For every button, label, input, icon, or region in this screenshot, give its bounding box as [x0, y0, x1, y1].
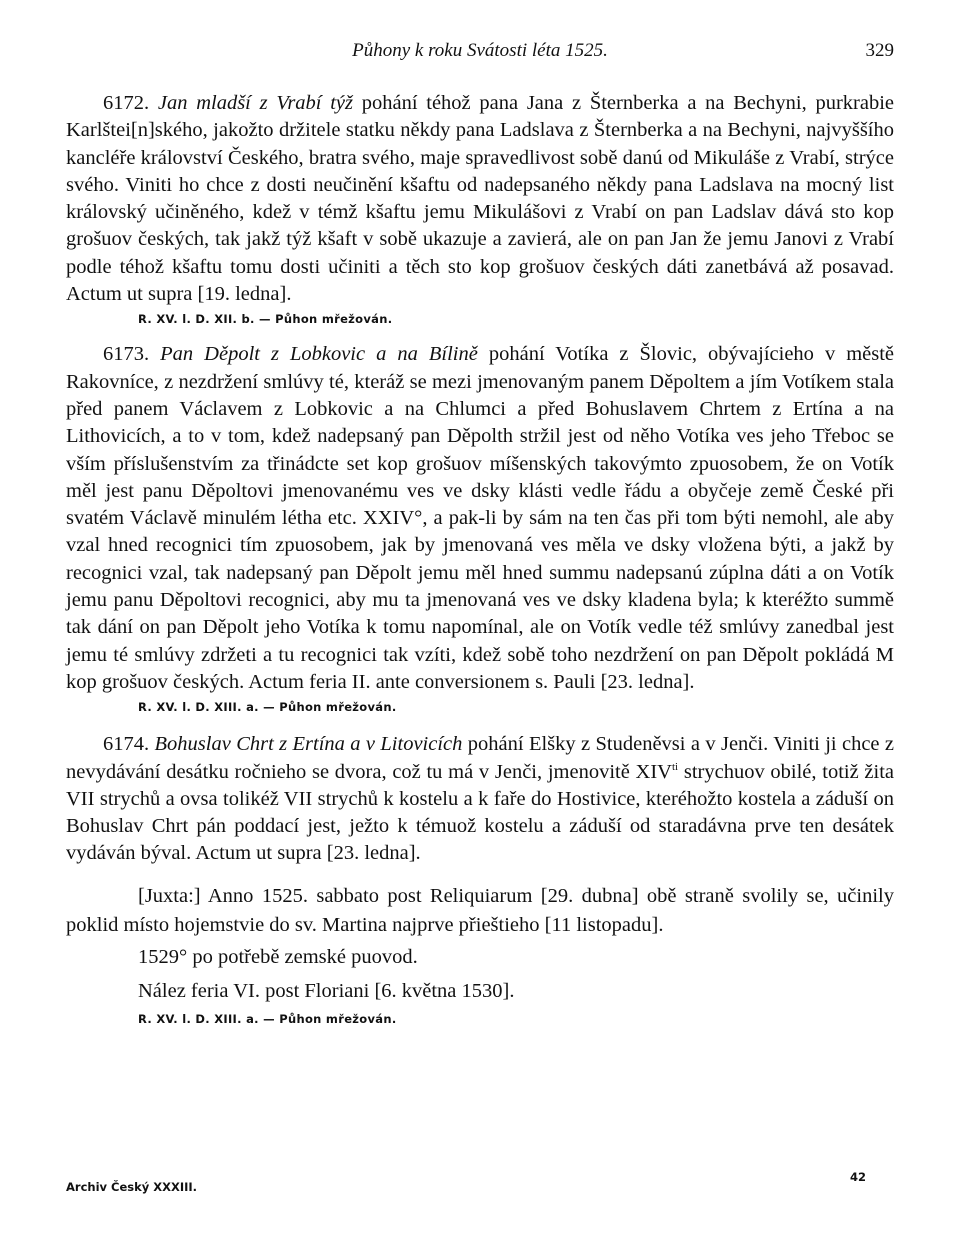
entry-6173: [66, 341, 894, 696]
entry-text: pohání téhož pana Jana z Šternberka a na Bechyni, purkrabie Karlštei[n]ského, jakožto držitele statku někdy pana Ladslava z Šternberka a na Bechyni, najvyššího kancléře království Českého, bratra svého, maje spravedlivost sobě danú od Mikuláše z Vrabí, strýce svého. Viniti ho chce z dosti neučinění kšaftu od nadepsaného někdy pana Ladslava na mocný list královský učiněného, kdež v témž kšaftu jemu Mikulášovi z Vrabí on pan Ladslav dává sto kop grošuov českých, tak jakž týž kšaft v sobě ukazuje a zavierá, ale on pan Jan že jemu Janovi z Vrabí podle téhož kšaftu tomu dosti učiniti a těch sto kop grošuov českých dáti zanetbává až posavad. Actum ut supra [19. ledna].: [66, 92, 894, 306]
note-1529: 1529° po potřebě zemské puovod.: [138, 945, 418, 968]
entry-6172: [66, 90, 894, 308]
archival-reference: R. XV. l. D. XIII. a. — Půhon mřežován.: [138, 700, 397, 715]
entry-text: pohání Votíka z Šlovic, obývajícieho v městě Rakovníce, z nezdržení smlúvy té, kteráž se mezi jmenovaným panem Děpoltem a jím Votíkem stala před panem Václavem z Lobkovic a na Chlumci a před Bohuslavem Chrtem z Ertína a na Lithovicích, a to v tom, kdež nadepsaný pan Děpolth stržil jest od něho Votíka ves jeho Třeboc se vším příslušenstvím za třinádcte set kop grošuov míšenských takovýmto zpuosobem, že on Votík měl jest panu Děpoltovi jmenovanému ves ve dsky klásti vedle řádu a obyčeje země České při svatém Václavě minulém létha etc. XXIV°, a pak-li by sám na ten čas při tom býti nemohl, ale aby vzal hned recognici tím zpuosobem, jak by jmenovaná ves měla ve dsky vložena býti, a jakž by recognici vzal, tak nadepsaný pan Děpolt jemu měl hned summu nadepsanú zúplna dáti a on Votík jemu panu Děpoltovi recognici, aby mu ta jmenovaná ves ve dsky kladena byla; k kteréžto summě tak dání on pan Děpolt jeho Votíka k tomu napomínal, ale on Votík vedle též smlúvy zanedbal jest jemu té smlúvy zdržeti a tu recognici tak vzíti, kdež sobě toho nezdržení on pan Děpolt pokládá M kop grošuov českých. Actum feria II. ante conversionem s. Pauli [23. ledna].: [66, 343, 895, 693]
entry-6174: [66, 731, 894, 867]
entry-parties: Pan Děpolt z Lobkovic a na Bílině: [160, 343, 478, 366]
archival-reference: R. XV. l. D. XII. b. — Půhon mřežován.: [138, 312, 393, 327]
entry-text: pohání Elšky z Studeněvsi a v Jenči. Viniti ji chce z nevydávání desátku ročnieho se dvora, což tu má v Jenči, jmenovitě XIV: [66, 733, 895, 783]
page-footer: [66, 1170, 894, 1204]
note-juxta: [Juxta:] Anno 1525. sabbato post Reliquiarum [29. dubna] obě straně svolily se, učinily poklid místo hojemstvie do sv. Martina najprve přieštieho [11 listopadu].: [66, 884, 894, 936]
body-text: [66, 90, 894, 1026]
archive-signature: Archiv Český XXXIII.: [66, 1180, 198, 1194]
sheet-number: 42: [849, 1170, 866, 1184]
page-number: 329: [865, 40, 894, 61]
entry-parties: Bohuslav Chrt z Ertína a v Litovicích: [154, 733, 463, 756]
entry-text-continued: strychuov obilé, totiž žita VII strychů a ovsa tolikéž VII strychů k kostelu a k faře do Hostivice, kteréhožto kostela a záduší on Bohuslav Chrt pán poddací jest, ježto k témuož kostelu a záduší od staradávna prve ten desátek vydáván býval. Actum ut supra [23. ledna].: [66, 760, 894, 865]
entry-number: 6174.: [103, 733, 150, 756]
entry-number: 6172.: [103, 92, 150, 114]
superscript: ti: [672, 760, 679, 773]
archival-reference: R. XV. l. D. XIII. a. — Půhon mřežován.: [138, 1011, 397, 1026]
page-header: [66, 40, 894, 70]
note-nalez: Nález feria VI. post Floriani [6. května 1530].: [138, 979, 515, 1002]
entry-parties: Jan mladší z Vrabí týž: [157, 92, 353, 114]
entry-number: 6173.: [103, 343, 150, 366]
running-title: Půhony k roku Svátosti léta 1525.: [352, 40, 608, 61]
